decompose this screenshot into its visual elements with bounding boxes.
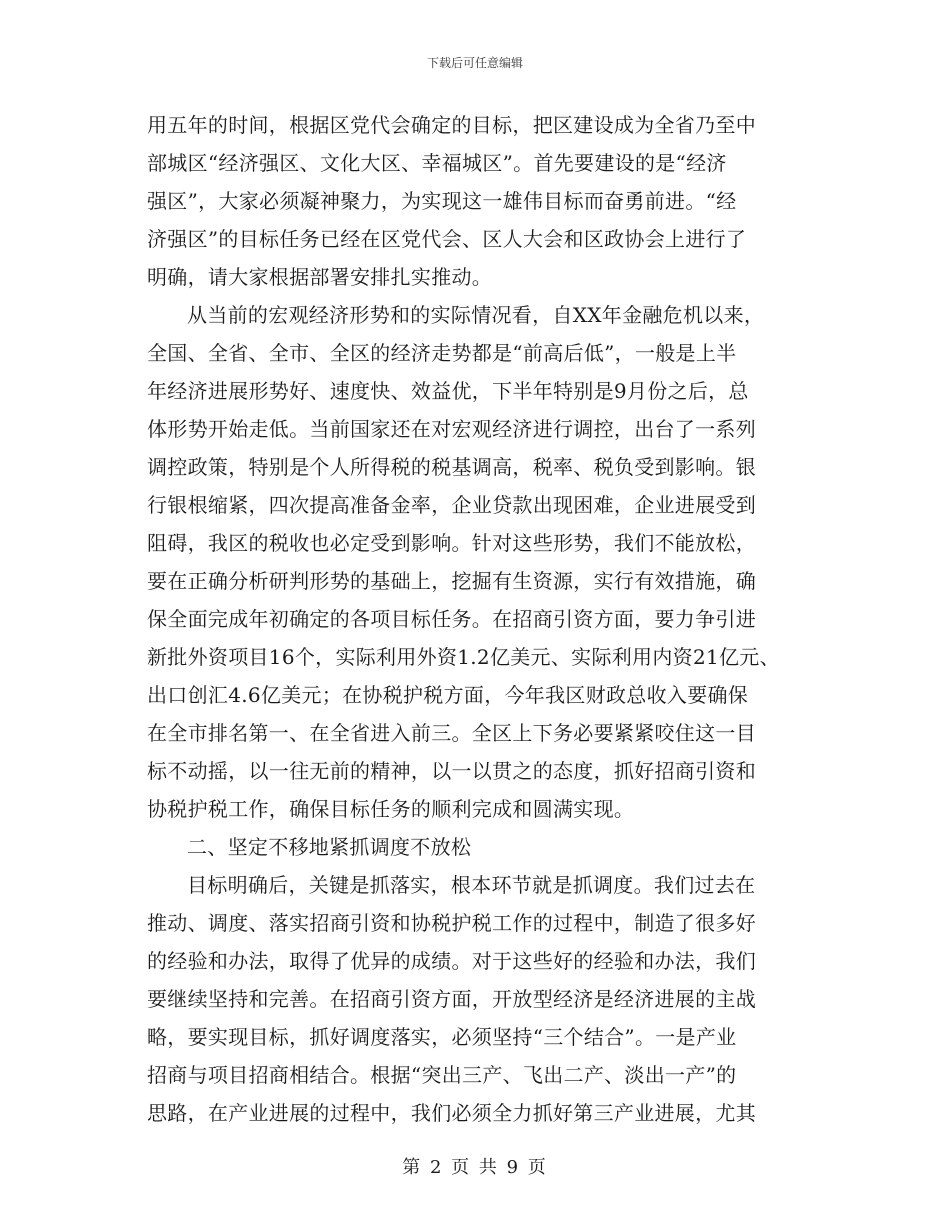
page-number: 第 2 页 共 9 页 (402, 1157, 548, 1178)
text-line: 要继续坚持和完善。在招商引资方面，开放型经济是经济进展的主战 (147, 987, 756, 1011)
text-line: 略，要实现目标，抓好调度落实，必须坚持“三个结合”。一是产业 (147, 1025, 737, 1049)
text-line: 保全面完成年初确定的各项目标任务。在招商引资方面，要力争引进 (147, 607, 756, 631)
text-line: 新批外资项目16个，实际利用外资1.2亿美元、实际利用内资21亿元、 (147, 645, 780, 669)
section-heading: 二、坚定不移地紧抓调度不放松 (187, 835, 472, 859)
text-line: 思路，在产业进展的过程中，我们必须全力抓好第三产业进展，尤其 (147, 1101, 756, 1125)
text-line: 年经济进展形势好、速度快、效益优，下半年特别是9月份之后，总 (147, 379, 749, 403)
text-line: 推动、调度、落实招商引资和协税护税工作的过程中，制造了很多好 (147, 911, 756, 935)
text-line: 明确，请大家根据部署安排扎实推动。 (147, 265, 493, 289)
text-line: 体形势开始走低。当前国家还在对宏观经济进行调控，出台了一系列 (147, 417, 756, 441)
paragraph-start-line: 目标明确后，关键是抓落实，根本环节就是抓调度。我们过去在 (187, 873, 756, 897)
paragraph-start-line: 从当前的宏观经济形势和的实际情况看，自XX年金融危机以来， (187, 303, 765, 327)
text-line: 济强区”的目标任务已经在区党代会、区人大会和区政协会上进行了 (147, 227, 747, 251)
text-line: 行银根缩紧，四次提高准备金率，企业贷款出现困难，企业进展受到 (147, 493, 756, 517)
text-line: 全国、全省、全市、全区的经济走势都是“前高后低”，一般是上半 (147, 341, 737, 365)
text-line: 招商与项目招商相结合。根据“突出三产、飞出二产、淡出一产”的 (147, 1063, 737, 1087)
text-line: 出口创汇4.6亿美元；在协税护税方面，今年我区财政总收入要确保 (147, 683, 749, 707)
text-line: 调控政策，特别是个人所得税的税基调高，税率、税负受到影响。银 (147, 455, 756, 479)
text-line: 要在正确分析研判形势的基础上，挖掘有生资源，实行有效措施，确 (147, 569, 756, 593)
text-line: 协税护税工作，确保目标任务的顺利完成和圆满实现。 (147, 797, 635, 821)
text-line: 在全市排名第一、在全省进入前三。全区上下务必要紧紧咬住这一目 (147, 721, 756, 745)
page-header: 下载后可任意编辑 (426, 56, 523, 70)
text-line: 阻碍，我区的税收也必定受到影响。针对这些形势，我们不能放松， (147, 531, 756, 555)
text-line: 强区”，大家必须凝神聚力，为实现这一雄伟目标而奋勇前进。“经 (147, 189, 737, 213)
text-line: 标不动摇，以一往无前的精神，以一以贯之的态度，抓好招商引资和 (147, 759, 756, 783)
text-line: 用五年的时间，根据区党代会确定的目标，把区建设成为全省乃至中 (147, 113, 756, 137)
text-line: 的经验和办法，取得了优异的成绩。对于这些好的经验和办法，我们 (147, 949, 756, 973)
text-line: 部城区“经济强区、文化大区、幸福城区”。首先要建设的是“经济 (147, 151, 727, 175)
